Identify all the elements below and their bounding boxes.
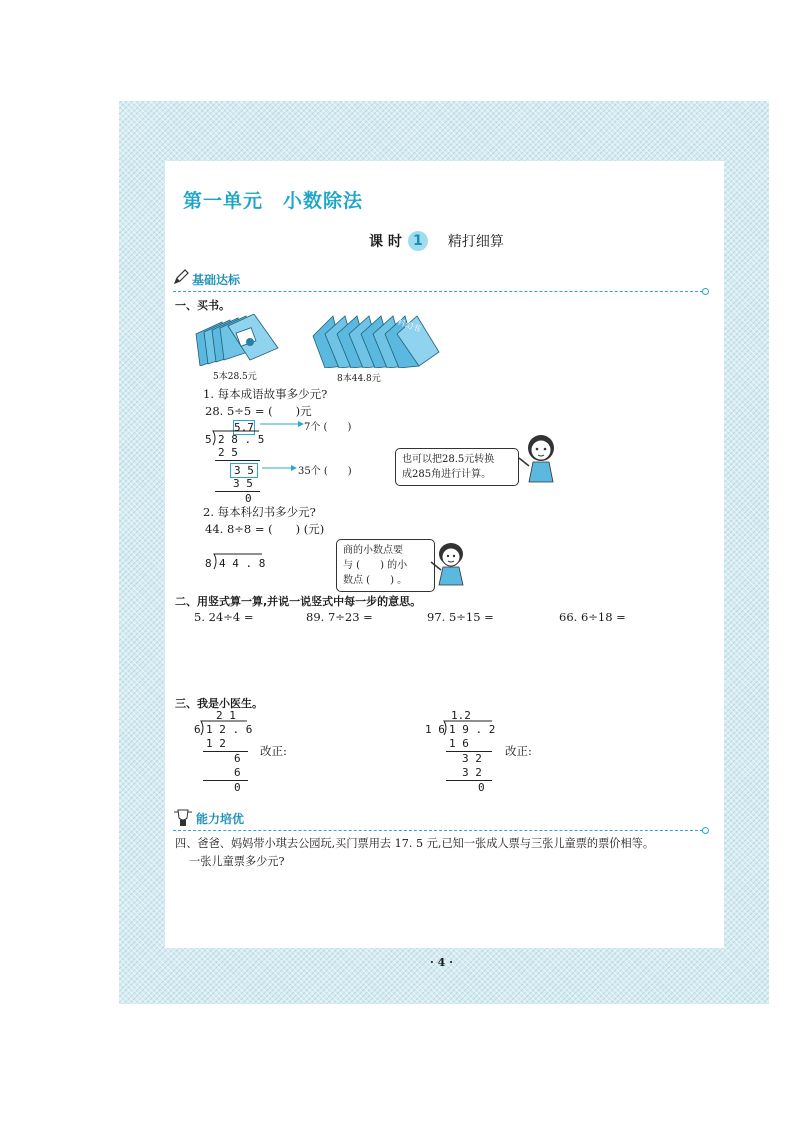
section-divider [173,291,703,292]
q3-left-quotient: 2 1 [216,709,236,722]
hint-bubble-2-line3: 数点 ( ) 。 [343,575,408,586]
div1-row3: 3 5 [233,477,253,490]
section-basic-title: 基础达标 [192,273,241,287]
hint-bubble-1 [395,448,519,486]
q3-right-divisor: 1 6 [425,723,445,736]
idiom-book-stack-image [192,314,282,366]
lesson-name: 精打细算 [447,234,504,250]
q3-left-correct-label: 改正: [260,744,287,758]
q3-left-row1: 1 2 [206,737,226,750]
lesson-number-badge: 1 [408,231,428,251]
q3-right-row2: 3 2 [462,752,482,765]
q3-left-row2: 6 [234,752,241,765]
q2-title: 二、用竖式算一算,并说一说竖式中每一步的意思。 [175,595,422,608]
q2-item-4: 66. 6÷18 = [559,610,626,624]
note-35-units: 35个 ( ) [298,466,352,477]
page-number: · 4 · [430,956,453,969]
arrow-icon [262,464,298,472]
section-divider [173,830,703,831]
hint-bubble-1-line2: 成285角进行计算。 [402,469,492,480]
hint-bubble-2 [336,539,435,592]
q1-sub1: 1. 每本成语故事多少元? [203,387,328,401]
divider-end-dot [702,827,709,834]
div1-line2 [215,491,260,492]
div2-dividend: 4 4 . 8 [219,557,266,570]
q3-right-row1: 1 6 [449,737,469,750]
unit-title: 第一单元 小数除法 [183,190,364,212]
book1-caption: 5本28.5元 [213,372,257,382]
trophy-badge-icon [172,808,194,828]
q2-item-2: 89. 7÷23 = [306,610,373,624]
q3-right-correct-label: 改正: [505,744,532,758]
div1-dividend: 2 8 . 5 [218,433,265,446]
div2-divisor: 8 [205,557,212,570]
arrow-icon [260,420,305,428]
q3-right-quotient: 1.2 [451,709,471,722]
q3-title: 三、我是小医生。 [175,697,263,710]
q3-right-dividend: 1 9 . 2 [449,723,496,736]
hint-bubble-2-line1: 商的小数点要 [343,545,403,556]
q3-left-row3: 6 [234,766,241,779]
q4-line2: 一张儿童票多少元? [189,855,285,868]
pencil-icon [173,269,189,285]
lesson-label: 课 时 [369,234,402,250]
q1-sub2-equation: 44. 8÷8 = ( ) (元) [205,522,325,536]
q3-right-line2 [446,780,492,781]
q1-sub2: 2. 每本科幻书多少元? [203,505,316,519]
hint-bubble-1-line1: 也可以把28.5元转换 [402,454,495,465]
lesson-header [369,231,504,251]
q1-title: 一、买书。 [175,299,230,312]
div1-row4: 0 [245,492,252,505]
q3-left-line1 [203,751,248,752]
q2-item-3: 97. 5÷15 = [427,610,494,624]
q3-left-dividend: 1 2 . 6 [206,723,253,736]
q2-item-1: 5. 24÷4 = [194,610,254,624]
q3-left-row4: 0 [234,781,241,794]
q4-line1: 四、爸爸、妈妈带小琪去公园玩,买门票用去 17. 5 元,已知一张成人票与三张儿童票的票价相等。 [175,837,655,850]
book2-spine-label: 科幻书 [396,317,422,334]
q3-left-line2 [203,780,248,781]
div1-row1: 2 5 [218,446,238,459]
div1-row2-box: 3 5 [230,463,258,478]
q3-right-row3: 3 2 [462,766,482,779]
div1-quotient-box: 5.7 [234,421,254,434]
hint-bubble-2-line2: 与 ( ) 的小 [343,560,408,571]
scifi-book-stack-image [311,312,441,368]
div1-line1 [215,460,260,461]
divider-end-dot [702,288,709,295]
book2-caption: 8本44.8元 [337,374,381,384]
q3-right-row4: 0 [478,781,485,794]
boy-cartoon-image [427,540,473,586]
girl-cartoon-image [517,432,565,484]
div1-divisor: 5 [205,433,212,446]
section-advanced-title: 能力培优 [196,812,245,826]
q1-sub1-equation: 28. 5÷5 = ( )元 [205,404,312,418]
q3-left-divisor: 6 [194,723,201,736]
note-7-units: 7个 ( ) [304,422,352,433]
